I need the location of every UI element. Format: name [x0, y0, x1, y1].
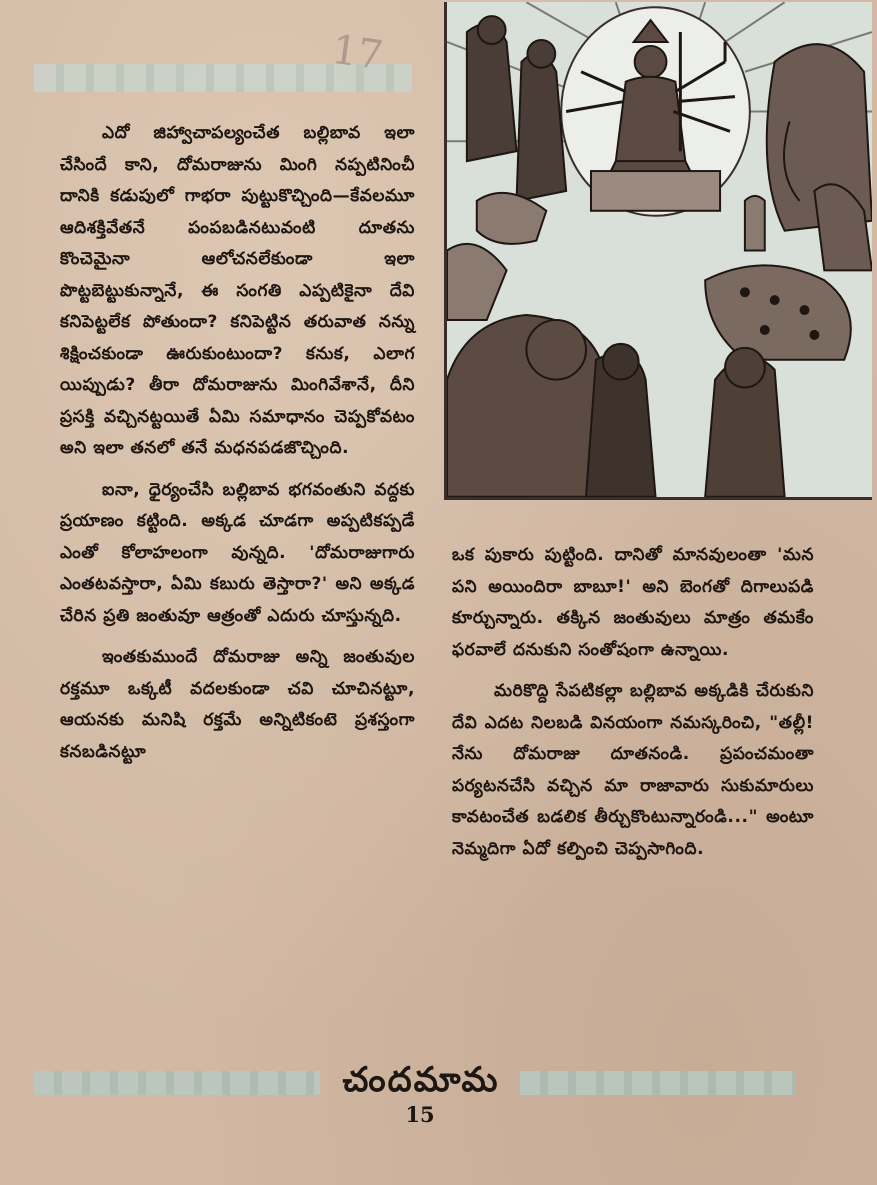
magazine-title: చందమామ	[342, 1060, 500, 1100]
decorative-border-footer-right	[520, 1071, 795, 1095]
paragraph: మరికొద్ది సేపటికల్లా బల్లిబావ అక్కడికి చేరుకుని దేవి ఎదట నిలబడి వినయంగా నమస్కరించి, "తల్లీ! నేను దోమరాజు దూతనండి. ప్రపంచమంతా పర్యటనచేసి వచ్చిన మా రాజావారు సుకుమారులు కావటంచేత బడలిక తీర్చుకొంటున్నారండి..." అంటూ నెమ్మదిగా ఏదో కల్పించి చెప్పసాగింది.	[452, 681, 814, 859]
paragraph: ఐనా, ధైర్యంచేసి బల్లిబావ భగవంతుని వద్దకు ప్రయాణం కట్టింది. అక్కడ చూడగా అప్పటికప్పడే ఎంతో కోలాహలంగా వున్నది. 'దోమరాజుగారు ఎంతటవస్తారా, ఏమి కబురు తెస్తారా?' అని అక్కడ చేరిన ప్రతి జంతువూ ఆత్రంతో ఎదురు చూస్తున్నది.	[60, 479, 415, 626]
page-number: 15	[405, 1102, 435, 1127]
handwritten-page-mark: 17	[329, 26, 386, 80]
illustration-drawing	[447, 2, 872, 497]
left-text-column	[60, 118, 415, 778]
paragraph: ఇంతకుముందే దోమరాజు అన్ని జంతువుల రక్తమూ ఒక్కటీ వదలకుండా చవి చూచినట్టూ, ఆయనకు మనిషి రక్తమే అన్నిటికంటె ప్రశస్తంగా కనబడినట్టూ	[60, 647, 415, 762]
right-text-column	[452, 540, 814, 875]
paragraph: ఎదో జిహ్వాచాపల్యంచేత బల్లిబావ ఇలా చేసిందే కాని, దోమరాజును మింగి నప్పటినించీ దానికి కడుపులో గాభరా పుట్టుకొచ్చింది—కేవలమూ ఆదిశక్తివేతనే పంపబడినటువంటి దూతను కొంచెమైనా ఆలోచనలేకుండా ఇలా పొట్టబెట్టుకున్నానే, ఈ సంగతి ఎప్పటికైనా దేవి కనిపెట్టలేక పోతుందా? కనిపెట్టిన తరువాత నన్ను శిక్షించకుండా ఊరుకుంటుందా? కనుక, ఎలాగ యిప్పుడు? తీరా దోమరాజును మింగివేశానే, దీని ప్రసక్తి వచ్చినట్టయితే ఏమి సమాధానం చెప్పకోవటం అని ఇలా తనలో తనే మధనపడజొచ్చింది.	[60, 123, 415, 458]
goddess-and-animals-illustration	[444, 2, 872, 500]
decorative-border-footer-left	[34, 1071, 320, 1095]
paragraph: ఒక పుకారు పుట్టింది. దానితో మానవులంతా 'మన పని అయిందిరా బాబూ!' అని బెంగతో దిగాలుపడి కూర్చున్నారు. తక్కిన జంతువులు మాత్రం తమకేం ఫరవాలే దనుకుని సంతోషంగా ఉన్నాయి.	[452, 545, 814, 660]
